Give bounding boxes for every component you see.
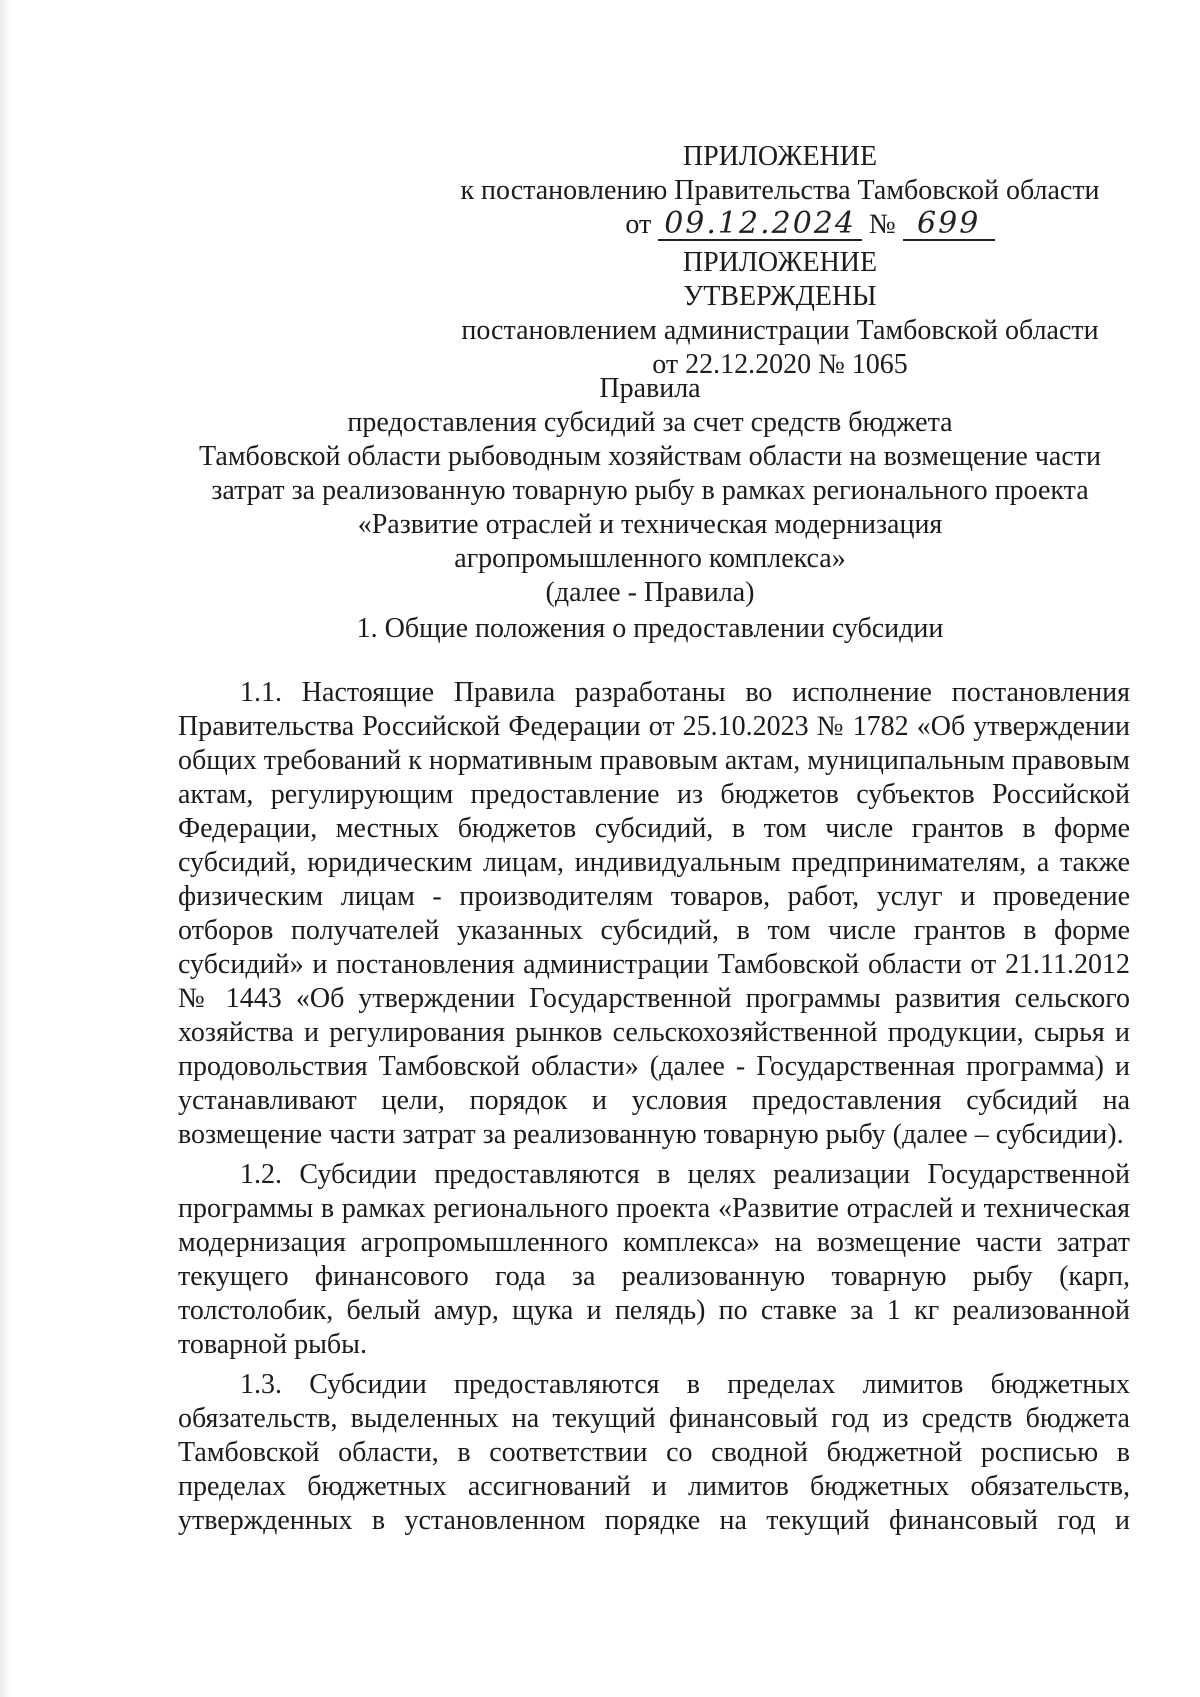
- approved-by: постановлением администрации Тамбовской области: [461, 315, 1099, 346]
- appendix-label-2: ПРИЛОЖЕНИЕ: [682, 247, 878, 278]
- approved-label: УТВЕРЖДЕНЫ: [683, 281, 877, 312]
- appendix-label: ПРИЛОЖЕНИЕ: [682, 141, 878, 172]
- scan-edge-shadow: [0, 0, 14, 1697]
- number-prefix: №: [868, 209, 896, 240]
- body-text: [178, 676, 1130, 1538]
- title-line: «Развитие отраслей и техническая модернизация: [357, 509, 943, 540]
- title-line: агропромышленного комплекса»: [454, 543, 846, 574]
- resolution-reference: к постановлению Правительства Тамбовской области: [460, 175, 1100, 206]
- paragraph-1-2: 1.2. Субсидии предоставляются в целях реализации Государственной программы в рамках регионального проекта «Развитие отраслей и техническая модернизация агропромышленного комплекса» на возмещение части затрат текущего финансового года за реализованную товарную рыбу (карп, толстолобик, белый амур, щука и пелядь) по ставке за 1 кг реализованной товарной рыбы.: [178, 1159, 1130, 1360]
- title-line: предоставления субсидий за счет средств бюджета: [347, 407, 953, 438]
- appendix-header: [420, 140, 1140, 382]
- from-prefix: от: [625, 209, 652, 240]
- title-line: (далее - Правила): [545, 577, 755, 608]
- section-heading: 1. Общие положения о предоставлении субсидии: [356, 613, 944, 644]
- title-line: затрат за реализованную товарную рыбу в рамках регионального проекта: [211, 475, 1089, 506]
- title-line: Тамбовской области рыбоводным хозяйствам области на возмещение части: [198, 441, 1101, 472]
- handwritten-date: 09.12.2024: [658, 209, 862, 241]
- signature-row: [420, 208, 1140, 246]
- document-title: [170, 372, 1130, 610]
- paragraph-1-3: 1.3. Субсидии предоставляются в пределах лимитов бюджетных обязательств, выделенных на текущий финансовый год из средств бюджета Тамбовской области, в соответствии со сводной бюджетной росписью в пределах бюджетных ассигнований и лимитов бюджетных обязательств, утвержденных в установленном порядке на текущий финансовый год и: [178, 1369, 1130, 1536]
- approved-date-line: от 22.12.2020 № 1065: [652, 349, 908, 380]
- paragraph-1-1: 1.1. Настоящие Правила разработаны во исполнение постановления Правительства Российской Федерации от 25.10.2023 № 1782 «Об утверждении общих требований к нормативным правовым актам, муниципальным правовым актам, регулирующим предоставление из бюджетов субъектов Российской Федерации, местных бюджетов субсидий, в том числе грантов в форме субсидий, юридическим лицам, индивидуальным предпринимателям, а также физическим лицам - производителям товаров, работ, услуг и проведение отборов получателей указанных субсидий, в том числе грантов в форме субсидий» и постановления администрации Тамбовской области от 21.11.2012 № 1443 «Об утверждении Государственной программы развития сельского хозяйства и регулирования рынков сельскохозяйственной продукции, сырья и продовольствия Тамбовской области» (далее - Государственная программа) и устанавливают цели, порядок и условия предоставления субсидий на возмещение части затрат за реализованную товарную рыбу (далее – субсидии).: [178, 677, 1130, 1150]
- title-line: Правила: [599, 373, 701, 404]
- handwritten-number: 699: [903, 209, 995, 241]
